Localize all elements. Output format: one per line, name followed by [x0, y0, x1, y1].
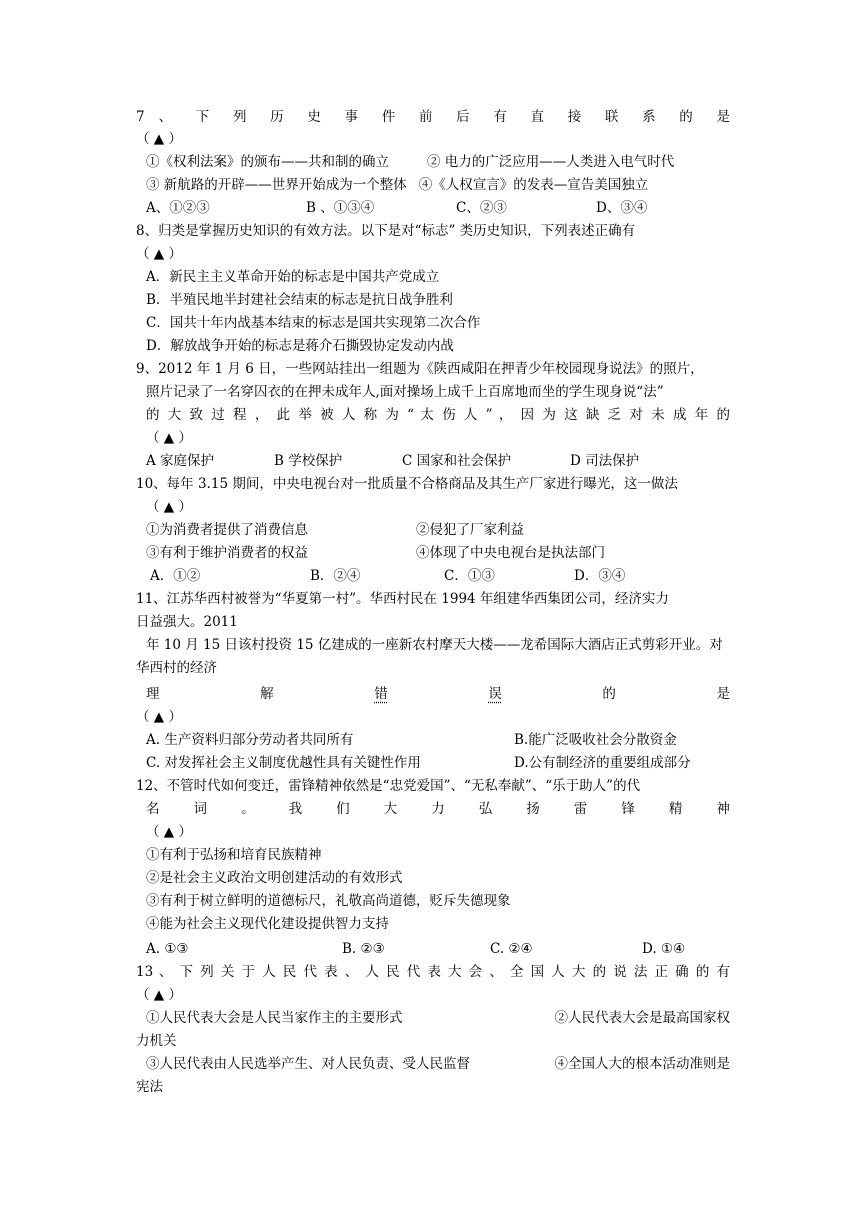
- q13-item-2: ②人民代表大会是最高国家权: [554, 1010, 730, 1026]
- q7-item-4: ④《人权宣言》的发表—宣告美国独立: [418, 177, 649, 193]
- q7-item-1: ①《权利法案》的颁布——共和制的确立: [146, 154, 389, 170]
- q8-answer-mark: （ ▲ ）: [136, 246, 182, 262]
- q9-answer-mark: （ ▲ ）: [146, 430, 192, 446]
- q10-item-1: ①为消费者提供了消费信息: [146, 522, 308, 538]
- q10-option-b: B．②④: [310, 568, 361, 584]
- q9-option-c: C 国家和社会保护: [402, 453, 512, 469]
- q12-option-b: B. ②③: [342, 941, 385, 957]
- q7-answer-mark: （ ▲ ）: [136, 131, 182, 147]
- q7-item-3: ③ 新航路的开辟——世界开始成为一个整体: [146, 177, 407, 193]
- q11-stem-line4: 华西村的经济: [136, 660, 217, 676]
- q12-word: 扬: [526, 801, 540, 817]
- q12-word: 雷: [573, 801, 588, 817]
- q10-stem: 10、每年 3.15 期间，中央电视台对一批质量不合格商品及其生产厂家进行曝光，这一做法: [136, 476, 678, 492]
- q11-word-emphasis: 误: [488, 686, 502, 702]
- q12-word: 神: [716, 801, 730, 817]
- q13-item-4: ④全国人大的根本活动准则是: [554, 1056, 730, 1072]
- q11-stem-line3: 年 10 月 15 日该村投资 15 亿建成的一座新农村摩天大楼——龙希国际大酒店正式剪彩开业。对: [146, 637, 723, 653]
- q7-items-row1: [146, 153, 740, 171]
- q13-items-row1: [146, 1009, 730, 1027]
- q7-options: [146, 199, 740, 217]
- q8-option-a: A．新民主主义革命开始的标志是中国共产党成立: [146, 269, 440, 285]
- q12-word: 。: [241, 801, 255, 817]
- q12-word: 锋: [621, 801, 635, 817]
- q7-option-a: A、①②③: [146, 200, 210, 216]
- q10-item-2: ②侵犯了厂家利益: [416, 522, 524, 538]
- q8-option-d: D．解放战争开始的标志是蒋介石撕毁协定发动内战: [146, 338, 454, 354]
- q9-option-a: A 家庭保护: [146, 453, 215, 469]
- q12-word: 精: [668, 801, 683, 817]
- q13-item-1: ①人民代表大会是人民当家作主的主要形式: [146, 1010, 403, 1026]
- q12-item-4: ④能为社会主义现代化建设提供智力支持: [146, 916, 389, 932]
- q13-item-4-cont: 宪法: [136, 1079, 163, 1095]
- q9-option-b: B 学校保护: [274, 453, 343, 469]
- q13-stem: 13 、 下 列 关 于 人 民 代 表 、 人 民 代 表 大 会 、 全 国 人 大 的 说 法 正 确 的 有: [136, 964, 730, 980]
- q13-item-2-cont: 力机关: [136, 1033, 177, 1049]
- q11-word: 解: [260, 686, 274, 702]
- q8-option-c: C．国共十年内战基本结束的标志是国共实现第二次合作: [146, 315, 481, 331]
- q11-options-row1: [146, 731, 740, 749]
- q10-item-3: ③有利于维护消费者的权益: [146, 545, 308, 561]
- q7-item-2: ② 电力的广泛应用——人类进入电气时代: [427, 154, 675, 170]
- q10-options: [150, 567, 744, 585]
- q12-word: 我: [288, 801, 303, 817]
- q12-item-3: ③有利于树立鲜明的道德标尺，礼敬高尚道德，贬斥失德现象: [146, 893, 511, 909]
- q9-option-d: D 司法保护: [570, 453, 640, 469]
- q11-word: 理: [146, 686, 160, 702]
- q11-word: 是: [716, 686, 730, 702]
- q12-word: 词: [193, 801, 208, 817]
- q13-items-row2: [146, 1055, 730, 1073]
- q11-option-d: D.公有制经济的重要组成部分: [514, 755, 691, 771]
- q8-stem: 8、归类是掌握历史知识的有效方法。以下是对“标志” 类历史知识，下列表述正确有: [136, 223, 636, 239]
- q10-item-4: ④体现了中央电视台是执法部门: [416, 545, 605, 561]
- q10-option-c: C．①③: [444, 568, 495, 584]
- q7-stem: 7 、 下 列 历 史 事 件 前 后 有 直 接 联 系 的 是: [136, 109, 730, 125]
- q11-word-emphasis: 错: [374, 686, 388, 702]
- q12-option-c: C. ②④: [490, 941, 533, 957]
- q7-option-b: B 、①③④: [306, 200, 375, 216]
- q13-item-3: ③人民代表由人民选举产生、对人民负责、受人民监督: [146, 1056, 470, 1072]
- q10-option-d: D．③④: [574, 568, 626, 584]
- q12-option-a: A. ①③: [146, 941, 189, 957]
- q12-item-2: ②是社会主义政治文明创建活动的有效形式: [146, 870, 403, 886]
- q12-stem-line2: [146, 800, 730, 818]
- q11-options-row2: [146, 754, 740, 772]
- q12-item-1: ①有利于弘扬和培育民族精神: [146, 847, 322, 863]
- q11-stem-line5: [146, 685, 730, 703]
- q12-word: 们: [336, 801, 350, 817]
- q10-items-row2: [146, 544, 740, 562]
- q7-items-row2: [146, 176, 740, 194]
- q7-option-d: D、③④: [596, 200, 648, 216]
- q12-option-d: D. ①④: [642, 941, 686, 957]
- q9-stem-line2: 照片记录了一名穿囚衣的在押未成年人,面对操场上成千上百席地而坐的学生现身说“法”: [146, 384, 664, 400]
- q8-option-b: B．半殖民地半封建社会结束的标志是抗日战争胜利: [146, 292, 453, 308]
- q12-word: 弘: [478, 801, 493, 817]
- q11-stem-line1: 11、江苏华西村被誉为“华夏第一村”。华西村民在 1994 年组建华西集团公司，经济实力: [136, 591, 669, 607]
- q13-answer-mark: （ ▲ ）: [136, 987, 182, 1003]
- q12-word: 力: [431, 801, 445, 817]
- q11-option-c: C. 对发挥社会主义制度优越性具有关键性作用: [146, 755, 421, 771]
- q10-items-row1: [146, 521, 740, 539]
- q7-option-c: C、②③: [456, 200, 507, 216]
- q10-option-a: A．①②: [150, 568, 201, 584]
- q11-word: 的: [602, 686, 616, 702]
- q12-word: 名: [146, 801, 160, 817]
- q12-word: 大: [383, 801, 398, 817]
- q11-option-b: B.能广泛吸收社会分散资金: [514, 732, 677, 748]
- q12-stem: 12、不管时代如何变迁，雷锋精神依然是“忠党爱国”、“无私奉献”、“乐于助人”的代: [136, 778, 641, 794]
- q9-options: [146, 452, 740, 470]
- q10-answer-mark: （ ▲ ）: [146, 499, 192, 515]
- q11-answer-mark: （ ▲ ）: [136, 709, 182, 725]
- q12-options: [146, 940, 740, 958]
- q11-stem-line2: 日益强大。2011: [136, 614, 238, 630]
- q12-answer-mark: （ ▲ ）: [146, 824, 192, 840]
- q9-stem-line3: 的 大 致 过 程 ， 此 举 被 人 称 为 “ 太 伤 人 ” ， 因 为 这 缺 乏 对 未 成 年 的: [146, 407, 730, 423]
- q9-stem-line1: 9、2012 年 1 月 6 日，一些网站挂出一组题为《陕西咸阳在押青少年校园现身说法》的照片，: [136, 361, 704, 377]
- q11-option-a: A. 生产资料归部分劳动者共同所有: [146, 732, 354, 748]
